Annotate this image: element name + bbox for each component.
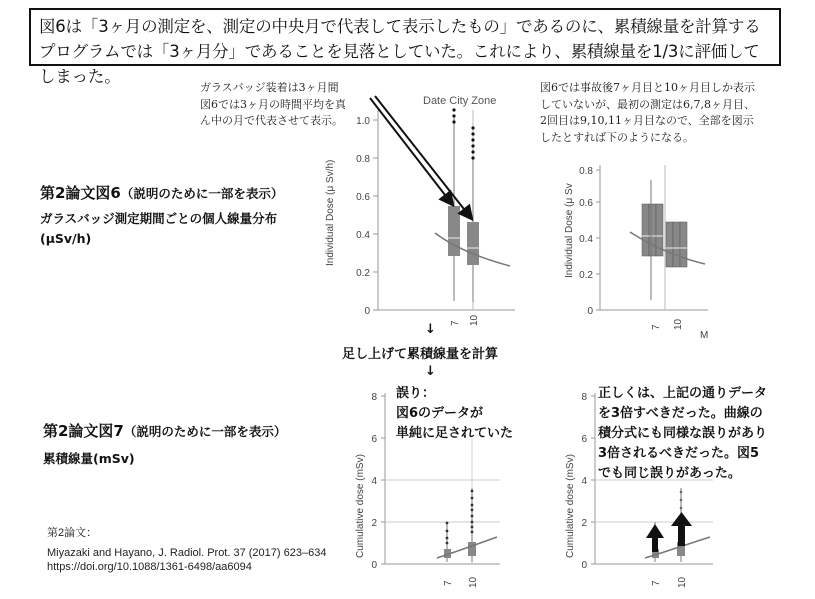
x-tick-label: 10 xyxy=(469,314,480,326)
x-tick-label: 7 xyxy=(443,580,454,586)
fig6-subtitle-1: ガラスバッジ測定期間ごとの個人線量分布 xyxy=(40,211,278,226)
fig6-chart xyxy=(315,88,525,328)
y-ticks xyxy=(371,392,385,571)
y-tick-label: 0.2 xyxy=(356,268,370,279)
error-line: 誤り： xyxy=(396,386,436,401)
x-tick-label: 10 xyxy=(677,576,688,588)
y-tick-label: 0 xyxy=(371,560,377,571)
box-10 xyxy=(467,222,479,265)
error-line: 単純に足されていた xyxy=(396,426,514,441)
reference xyxy=(47,526,326,574)
outlier xyxy=(471,138,474,141)
y-axis-label: Individual Dose (μ Sv xyxy=(564,183,575,278)
header-box xyxy=(29,8,781,86)
box-month-9 xyxy=(666,222,673,267)
box-month-7 xyxy=(649,204,656,256)
edge-label: M xyxy=(700,330,709,340)
y-tick-label: 0.6 xyxy=(356,192,370,203)
fig6-heading xyxy=(40,182,340,249)
fig6-subtitle-2: (μSv/h) xyxy=(40,231,92,246)
y-ticks xyxy=(356,116,378,317)
box-month-11 xyxy=(680,222,687,267)
y-tick-label: 2 xyxy=(581,518,587,529)
y-tick-label: 8 xyxy=(371,392,377,403)
correction-line: でも同じ誤りがあった。 xyxy=(598,466,741,481)
y-tick-label: 8 xyxy=(581,392,587,403)
x-tick-label: 7 xyxy=(651,580,662,586)
outlier xyxy=(452,114,455,117)
outlier xyxy=(471,126,474,129)
fig6-title: 第2論文図6 xyxy=(40,184,121,202)
y-tick-label: 0.8 xyxy=(356,154,370,165)
reference-doi: https://doi.org/10.1088/1361-6498/aa6094 xyxy=(47,561,252,573)
box-month-10 xyxy=(673,222,680,267)
fit-curve xyxy=(437,537,497,558)
x-tick-label: 10 xyxy=(468,576,479,588)
error-line: 図6のデータが xyxy=(396,406,484,421)
y-axis-label: Cumulative dose (mSv) xyxy=(355,454,366,558)
y-tick-label: 0.4 xyxy=(579,234,593,245)
chart-title: Date City Zone xyxy=(423,95,497,107)
note-line: していないが、最初の測定は6,7,8ヶ月目、 xyxy=(540,97,755,111)
correction-line: 3倍されるべきだった。図5 xyxy=(598,446,760,461)
y-tick-label: 4 xyxy=(581,476,587,487)
correction-line: 正しくは、上記の通りデータ xyxy=(598,386,768,401)
fig6-corrected-chart xyxy=(560,160,720,340)
outlier xyxy=(471,150,474,153)
y-axis-label: Cumulative dose (mSv) xyxy=(565,454,576,558)
arrow-to-box-10 xyxy=(375,96,471,218)
outlier xyxy=(452,120,455,123)
x-tick-label: 10 xyxy=(673,318,684,330)
box-7 xyxy=(448,206,460,256)
correction-line: を3倍すべきだった。曲線の xyxy=(598,406,763,421)
note-line: 2回目は9,10,11ヶ月目なので、全部を図示 xyxy=(540,114,754,127)
y-tick-label: 1.0 xyxy=(356,116,370,127)
note-line: 図6では3ヶ月の時間平均を真 xyxy=(200,97,346,111)
fig6-title-note: （説明のために一部を表示） xyxy=(120,186,284,201)
outlier xyxy=(452,108,455,111)
y-tick-label: 6 xyxy=(371,434,377,445)
y-ticks xyxy=(581,392,595,571)
y-tick-label: 0 xyxy=(364,306,370,317)
outlier xyxy=(471,132,474,135)
header-text: 図6は「3ヶ月の測定を、測定の中央月で代表して表示したもの」であるのに、累積線量を計算するプログラムでは「3ヶ月分」であることを見落としていた。これにより、累積線量を1/3に評価してしまった。 xyxy=(39,17,761,86)
reference-label: 第2論文： xyxy=(47,527,98,539)
note-line: 図6では事故後7ヶ月目と10ヶ月目しか表示 xyxy=(540,81,755,94)
y-tick-label: 4 xyxy=(371,476,377,487)
y-tick-label: 0 xyxy=(587,306,593,317)
box-month-6 xyxy=(642,204,649,256)
note-line: ガラスバッジ装着は3ヶ月間 xyxy=(200,81,339,94)
y-tick-label: 0.2 xyxy=(579,270,593,281)
down-arrow-2: ↓ xyxy=(425,364,436,379)
fig7-subtitle: 累積線量(mSv) xyxy=(43,451,135,466)
fig7-heading xyxy=(43,420,343,469)
note-line: ん中の月で代表させて表示。 xyxy=(200,114,343,127)
outlier xyxy=(471,156,474,159)
y-ticks xyxy=(579,166,600,317)
fig7-title: 第2論文図7 xyxy=(43,422,124,440)
y-tick-label: 2 xyxy=(371,518,377,529)
up-arrow-icon xyxy=(671,512,692,546)
x-tick-label: 7 xyxy=(651,324,662,330)
y-tick-label: 6 xyxy=(581,434,587,445)
sum-note: 足し上げて累積線量を計算 xyxy=(342,347,499,362)
note-line: したとすれば下のようになる。 xyxy=(540,130,694,144)
outlier xyxy=(471,144,474,147)
reference-citation: Miyazaki and Hayano, J. Radiol. Prot. 37 (2017) 623–634 xyxy=(47,547,327,559)
down-arrow-1: ↓ xyxy=(425,322,436,337)
y-tick-label: 0.6 xyxy=(579,198,593,209)
y-tick-label: 0.4 xyxy=(356,230,370,241)
arrow-to-box-7 xyxy=(370,98,452,204)
y-axis-label: Individual Dose (μ Sv/h) xyxy=(325,159,336,266)
fig7-title-note: （説明のために一部を表示） xyxy=(123,424,287,439)
y-tick-label: 0 xyxy=(581,560,587,571)
up-arrow-icon xyxy=(646,524,664,552)
correction-line: 積分式にも同様な誤りがあり xyxy=(598,426,768,441)
box-10 xyxy=(468,542,476,556)
fig7-corrected-chart xyxy=(555,388,720,593)
x-tick-label: 7 xyxy=(450,320,461,326)
fig7-chart xyxy=(345,388,505,593)
y-tick-label: 0.8 xyxy=(579,166,593,177)
note-all-months xyxy=(540,80,810,146)
